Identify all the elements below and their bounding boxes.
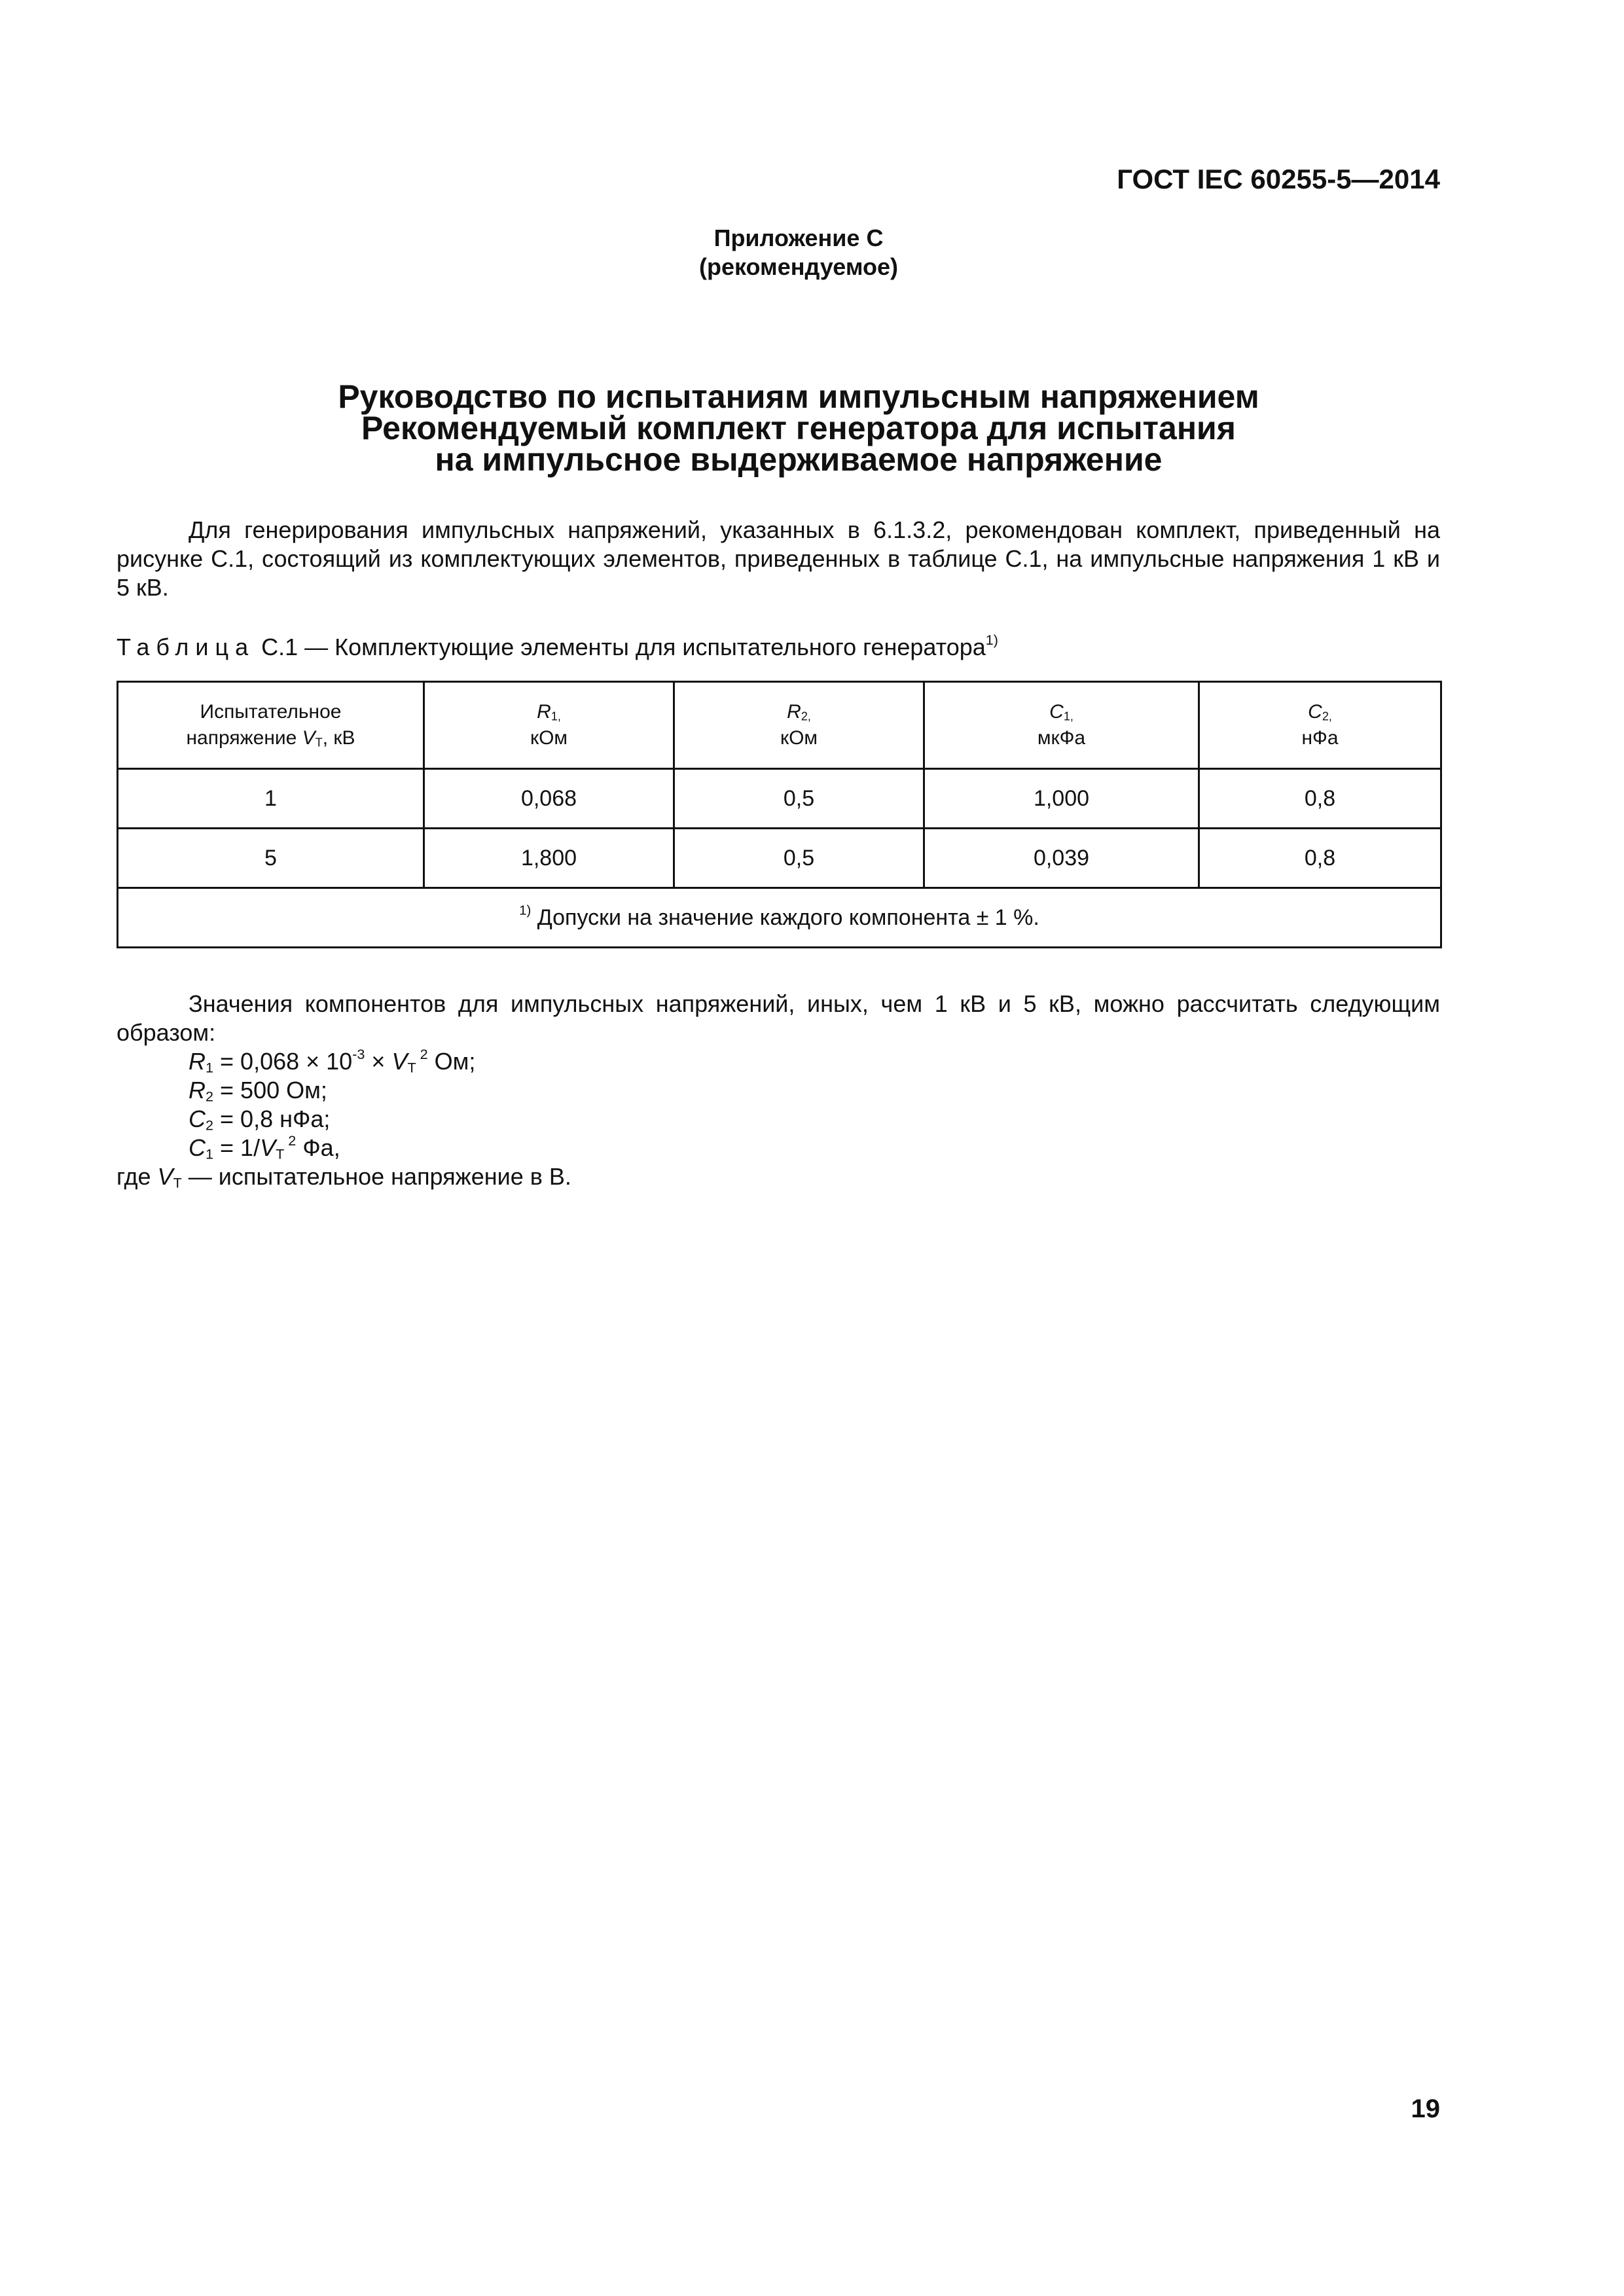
standard-designation: ГОСТ IEC 60255-5—2014 [1117,164,1440,194]
formulas-block [189,1047,475,1162]
table-cell: 0,8 [1199,769,1441,829]
header-test-voltage-sub: T [315,736,323,749]
formula-r1-var2: V [391,1048,408,1075]
table-caption-word: Таблица [117,634,255,660]
formula-c1-c: Фа, [296,1134,340,1161]
table-cell: 0,5 [674,829,924,888]
formula-r1-a: = 0,068 × 10 [213,1048,353,1075]
header-c1-unit: мкФа [1037,727,1086,749]
header-test-voltage-line1: Испытательное [200,701,342,723]
header-c2-unit: нФа [1301,727,1339,749]
table-cell: 1,800 [424,829,674,888]
header-c1-symbol [925,699,1198,725]
formula-c1-var2: V [260,1134,276,1161]
table-footnote [118,888,1441,948]
where-post: — испытательное напряжение в В. [181,1163,571,1190]
where-clause [117,1162,571,1191]
where-pre: где [117,1163,158,1190]
header-c2-sub: 2, [1322,709,1332,723]
header-r2 [674,682,924,769]
header-r2-sub: 2, [801,709,811,723]
header-test-voltage-unit: , кВ [322,727,355,749]
table-caption-note-mark: 1) [985,631,998,648]
components-table [117,681,1442,948]
formula-r2 [189,1076,475,1105]
header-test-voltage-pre: напряжение [186,727,302,749]
formula-r1 [189,1047,475,1076]
header-r2-var: R [787,701,801,723]
where-sub: T [173,1174,182,1191]
header-test-voltage-var: V [302,727,316,749]
formula-c1-sub2: T [276,1145,285,1162]
table-caption-text: С.1 — Комплектующие элементы для испытательного генератора [255,634,986,660]
formula-c2-sub: 2 [206,1117,214,1134]
header-r1 [424,682,674,769]
footnote-mark: 1) [519,903,532,918]
table-cell: 0,068 [424,769,674,829]
header-test-voltage-line2 [118,725,423,751]
table-cell: 0,8 [1199,829,1441,888]
header-r1-unit: кОм [530,727,568,749]
header-c2-symbol [1200,699,1440,725]
formula-c2-var: C [189,1105,206,1132]
formula-c1-var: C [189,1134,206,1161]
formula-r1-var: R [189,1048,206,1075]
where-var: V [157,1163,173,1190]
title-line-2: Рекомендуемый комплект генератора для испытания [361,410,1236,446]
formula-r1-c: Ом; [427,1048,476,1075]
formula-r1-b: × [365,1048,392,1075]
calculation-paragraph: Значения компонентов для импульсных напряжений, иных, чем 1 кВ и 5 кВ, можно рассчитать следующим образом: [117,990,1440,1046]
annex-heading [157,224,1440,281]
page-number: 19 [1411,2094,1440,2123]
annex-status: (рекомендуемое) [699,253,898,280]
formula-c1-exp2: 2 [284,1132,297,1149]
table-cell: 1,000 [924,769,1199,829]
formula-r1-exp: -3 [352,1045,365,1062]
header-r2-symbol [675,699,923,725]
table-caption [117,633,1440,662]
header-c2 [1199,682,1441,769]
formula-c2-a: = 0,8 нФа; [213,1105,331,1132]
title-line-3: на импульсное выдерживаемое напряжение [435,441,1163,478]
formula-c1 [189,1134,475,1162]
title-line-1: Руководство по испытаниям импульсным напряжением [338,378,1259,415]
document-title [157,378,1440,478]
table-row [118,829,1441,888]
header-c2-var: C [1308,701,1322,723]
header-c1 [924,682,1199,769]
annex-title: Приложение С [713,224,884,251]
formula-c1-a: = 1/ [213,1134,261,1161]
table-row [118,769,1441,829]
table-cell: 0,039 [924,829,1199,888]
formula-r1-exp2: 2 [416,1045,428,1062]
formula-r1-sub2: T [407,1059,416,1076]
header-test-voltage [118,682,424,769]
table-cell: 1 [118,769,424,829]
formula-r2-a: = 500 Ом; [213,1077,327,1103]
table-header-row [118,682,1441,769]
table-cell: 0,5 [674,769,924,829]
formula-r1-sub: 1 [206,1059,214,1076]
header-r2-unit: кОм [780,727,818,749]
header-c1-sub: 1, [1063,709,1074,723]
formula-c1-sub: 1 [206,1145,214,1162]
header-r1-sub: 1, [550,709,561,723]
formula-c2 [189,1105,475,1134]
formula-r2-sub: 2 [206,1088,214,1105]
table-footnote-row [118,888,1441,948]
formula-r2-var: R [189,1077,206,1103]
header-r1-var: R [537,701,551,723]
footnote-text: Допуски на значение каждого компонента ± 1 %. [531,905,1039,930]
table-cell: 5 [118,829,424,888]
header-c1-var: C [1049,701,1064,723]
header-r1-symbol [425,699,673,725]
intro-paragraph: Для генерирования импульсных напряжений, указанных в 6.1.3.2, рекомендован комплект, приведенный на рисунке С.1, состоящий из комплектующих элементов, приведенных в таблице С.1, на импульсные напряжения 1 кВ и 5 кВ. [117,516,1440,601]
